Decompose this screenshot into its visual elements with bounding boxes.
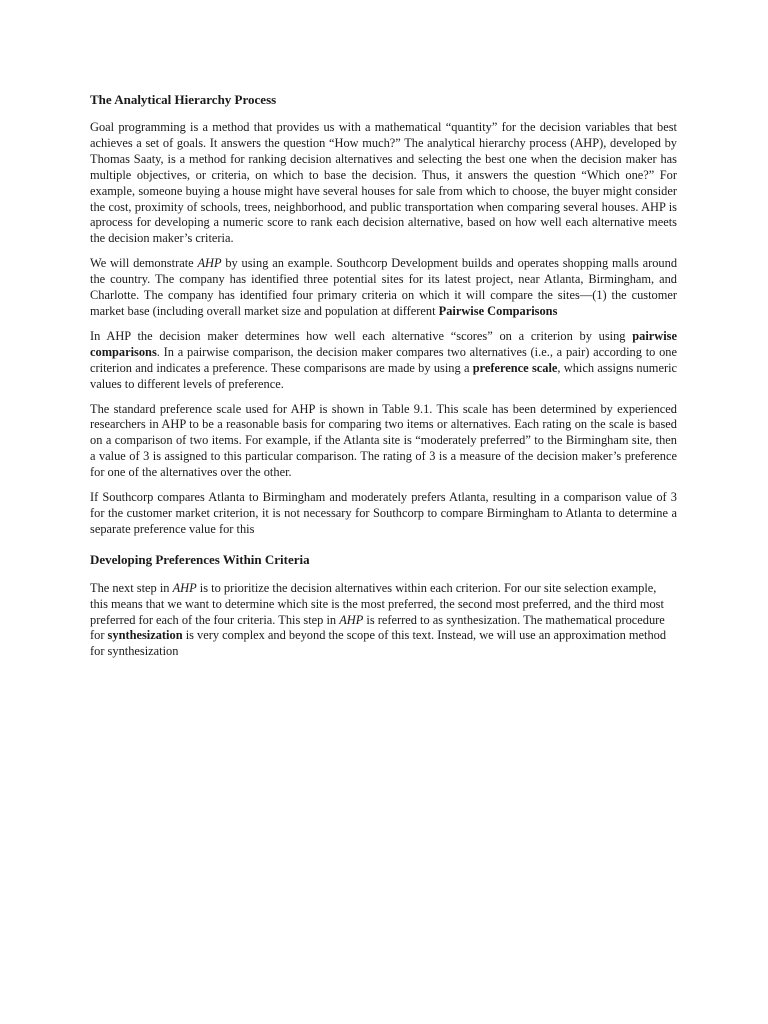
paragraph-intro: Goal programming is a method that provides us with a mathematical “quantity” for the decision variables that best achieves a set of goals. It answers the question “How much?” The analytical hierarchy process (AHP), developed by Thomas Saaty, is a method for ranking decision alternatives and selecting the best one when the decision maker has multiple objectives, or criteria, on which to base the decision. Thus, it answers the question “Which one?” For example, someone buying a house might have several houses for sale from which to choose, the buyer might consider the cost, proximity of schools, trees, neighborhood, and public transportation when comparing several houses. AHP is aprocess for developing a numeric score to rank each decision alternative, based on how well each alternative meets the decision maker’s criteria. bbox=[90, 120, 677, 246]
paragraph-scale: The standard preference scale used for AHP is shown in Table 9.1. This scale has been determined by experienced researchers in AHP to be a reasonable basis for comparing two items or alternatives. Each rating on the scale is based on a comparison of two items. For example, if the Atlanta site is “moderately preferred” to the Birmingham site, then a value of 3 is assigned to this particular comparison. The rating of 3 is a measure of the decision maker’s preference for one of the alternatives over the other. bbox=[90, 401, 677, 480]
paragraph-example-text: by using an example. Southcorp Development builds and operates shopping malls around the country. The company has identified three potential sites for its latest project, near Atlanta, Birmingham, and Charlotte. The company has identified four primary criteria on which it will compare the sites—(1) the customer market base (including overall market size and population at different bbox=[90, 256, 678, 318]
paragraph-next-step-text: is very complex and beyond the scope of this text. Instead, we will use an approximation method for synthesization bbox=[90, 628, 667, 659]
section-heading-developing-preferences: Developing Preferences Within Criteria bbox=[90, 551, 310, 567]
paragraph-next-step bbox=[90, 581, 677, 661]
paragraph-next-step-text: is referred to as synthesization. The mathematical procedure for bbox=[90, 612, 665, 643]
ahp-term: AHP bbox=[172, 580, 197, 595]
section-heading-ahp: The Analytical Hierarchy Process bbox=[90, 92, 277, 107]
paragraph-pairwise-text: . In a pairwise comparison, the decision maker compares two alternatives (i.e., a pair) according to one criterion and indicates a preference. These comparisons are made by using a bbox=[90, 344, 677, 375]
paragraph-pairwise-text: In AHP the decision maker determines how well each alternative “scores” on a criterion by using bbox=[90, 328, 633, 343]
term-synthesization: synthesization bbox=[107, 628, 183, 643]
ahp-term: AHP bbox=[339, 612, 364, 627]
paragraph-example-text: We will demonstrate bbox=[90, 256, 198, 271]
term-preference-scale: preference scale bbox=[472, 360, 558, 375]
term-pairwise-comparisons: pairwise comparisons bbox=[90, 328, 677, 359]
ahp-term: AHP bbox=[197, 256, 222, 271]
paragraph-pairwise-text: , which assigns numeric values to different levels of preference. bbox=[90, 360, 678, 391]
paragraph-next-step-text: The next step in bbox=[90, 580, 173, 595]
paragraph-pairwise bbox=[90, 329, 677, 393]
paragraph-example bbox=[90, 256, 677, 320]
paragraph-next-step-text: is to prioritize the decision alternatives within each criterion. For our site selection example, this means that we want to determine which site is the most preferred, the second most preferred, and the third most preferred for each of the four criteria. This step in bbox=[90, 580, 664, 627]
paragraph-southcorp: If Southcorp compares Atlanta to Birmingham and moderately prefers Atlanta, resulting in a comparison value of 3 for the customer market criterion, it is not necessary for Southcorp to compare Birmingham to Atlanta to determine a separate preference value for this bbox=[90, 490, 677, 536]
document-page bbox=[90, 92, 677, 669]
inline-heading-pairwise: Pairwise Comparisons bbox=[438, 303, 558, 318]
